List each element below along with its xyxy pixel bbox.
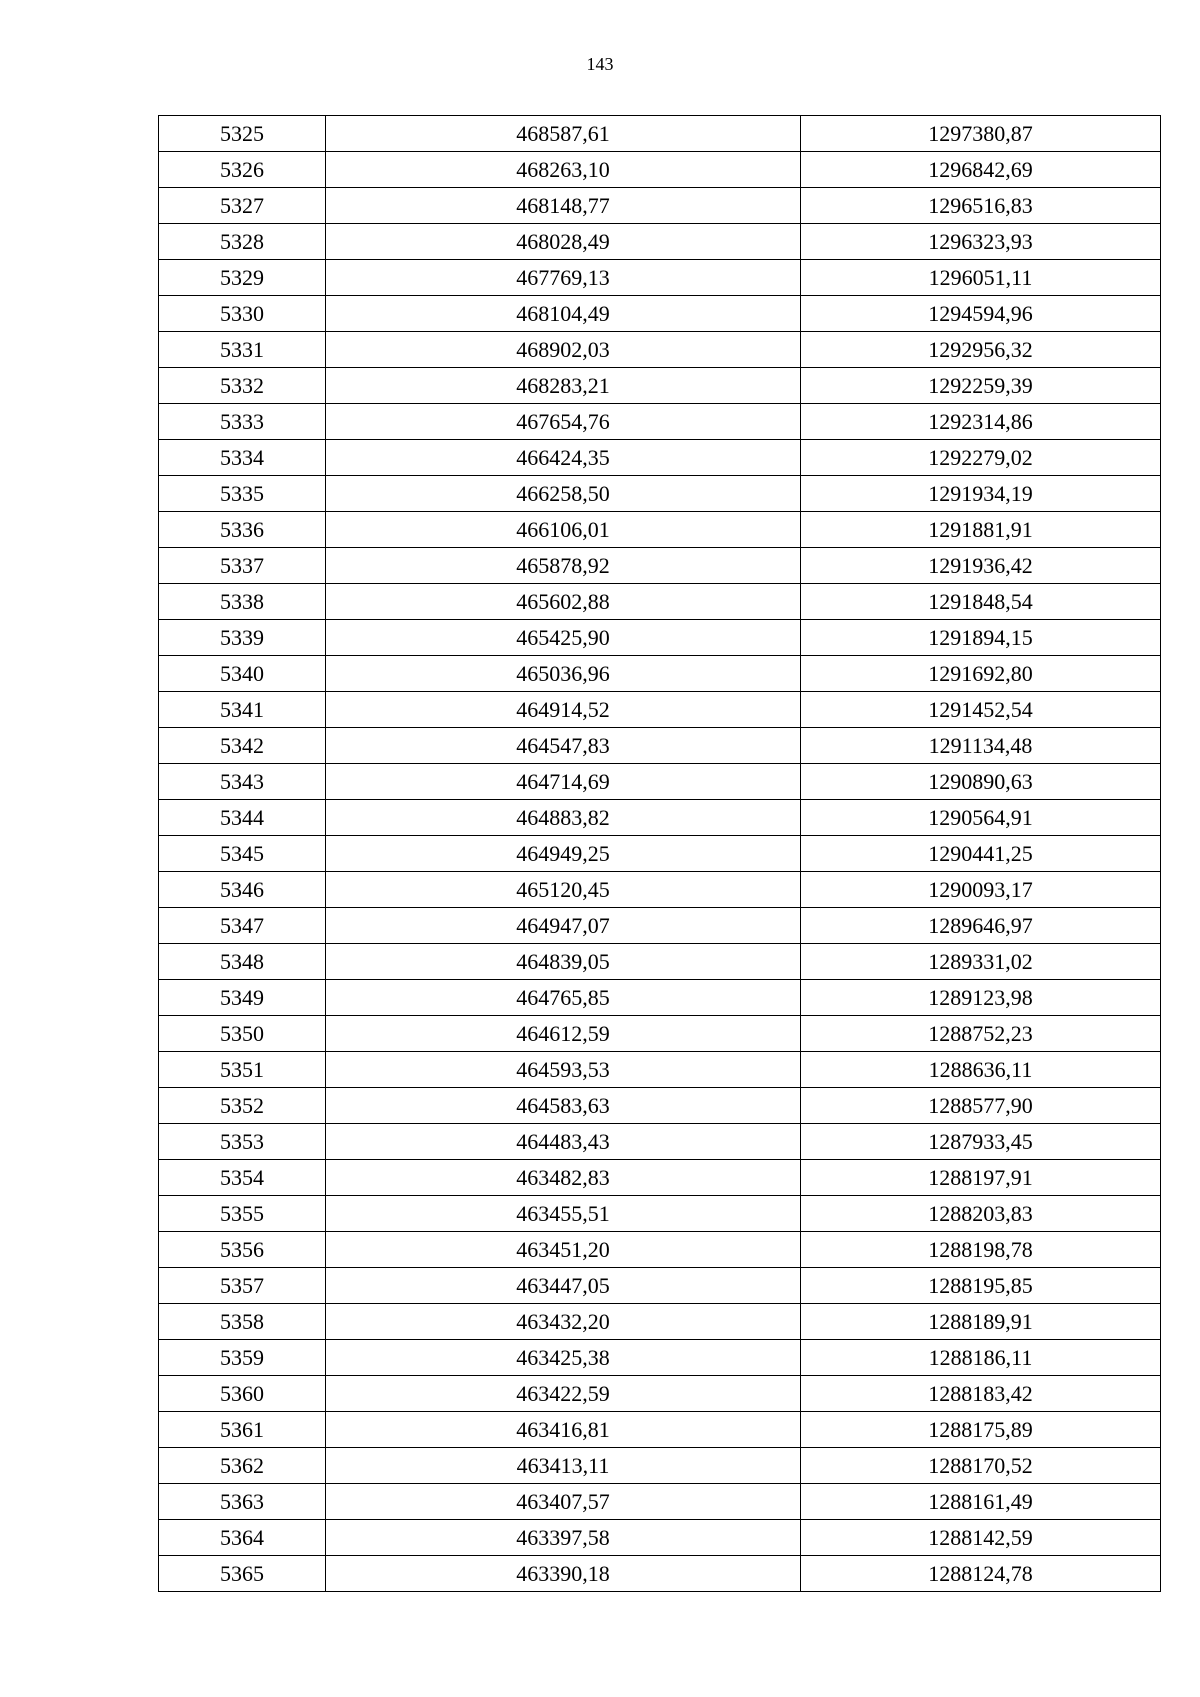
y-coordinate-cell: 1288170,52 [801, 1448, 1161, 1484]
point-number-cell: 5365 [159, 1556, 326, 1592]
x-coordinate-cell: 463451,20 [326, 1232, 801, 1268]
x-coordinate-cell: 467769,13 [326, 260, 801, 296]
table-row [159, 1520, 1161, 1556]
y-coordinate-cell: 1290093,17 [801, 872, 1161, 908]
y-coordinate-cell: 1296516,83 [801, 188, 1161, 224]
x-coordinate-cell: 464593,53 [326, 1052, 801, 1088]
x-coordinate-cell: 463397,58 [326, 1520, 801, 1556]
x-coordinate-cell: 465425,90 [326, 620, 801, 656]
y-coordinate-cell: 1288195,85 [801, 1268, 1161, 1304]
y-coordinate-cell: 1288142,59 [801, 1520, 1161, 1556]
table-row [159, 1448, 1161, 1484]
point-number-cell: 5327 [159, 188, 326, 224]
point-number-cell: 5362 [159, 1448, 326, 1484]
table-row [159, 656, 1161, 692]
point-number-cell: 5330 [159, 296, 326, 332]
x-coordinate-cell: 463455,51 [326, 1196, 801, 1232]
point-number-cell: 5341 [159, 692, 326, 728]
x-coordinate-cell: 468263,10 [326, 152, 801, 188]
point-number-cell: 5347 [159, 908, 326, 944]
point-number-cell: 5340 [159, 656, 326, 692]
y-coordinate-cell: 1292956,32 [801, 332, 1161, 368]
table-row [159, 368, 1161, 404]
table-row [159, 440, 1161, 476]
x-coordinate-cell: 464839,05 [326, 944, 801, 980]
y-coordinate-cell: 1296323,93 [801, 224, 1161, 260]
y-coordinate-cell: 1287933,45 [801, 1124, 1161, 1160]
x-coordinate-cell: 464714,69 [326, 764, 801, 800]
point-number-cell: 5325 [159, 116, 326, 152]
table-row [159, 476, 1161, 512]
table-row [159, 800, 1161, 836]
point-number-cell: 5355 [159, 1196, 326, 1232]
x-coordinate-cell: 465036,96 [326, 656, 801, 692]
table-row [159, 1232, 1161, 1268]
y-coordinate-cell: 1291934,19 [801, 476, 1161, 512]
point-number-cell: 5331 [159, 332, 326, 368]
table-row [159, 692, 1161, 728]
table-row [159, 1124, 1161, 1160]
x-coordinate-cell: 463416,81 [326, 1412, 801, 1448]
y-coordinate-cell: 1291692,80 [801, 656, 1161, 692]
table-row [159, 908, 1161, 944]
x-coordinate-cell: 468587,61 [326, 116, 801, 152]
table-row [159, 1376, 1161, 1412]
table-row [159, 728, 1161, 764]
table-row [159, 836, 1161, 872]
x-coordinate-cell: 464765,85 [326, 980, 801, 1016]
point-number-cell: 5338 [159, 584, 326, 620]
y-coordinate-cell: 1291134,48 [801, 728, 1161, 764]
point-number-cell: 5359 [159, 1340, 326, 1376]
point-number-cell: 5335 [159, 476, 326, 512]
y-coordinate-cell: 1288577,90 [801, 1088, 1161, 1124]
table-row [159, 332, 1161, 368]
y-coordinate-cell: 1291452,54 [801, 692, 1161, 728]
point-number-cell: 5351 [159, 1052, 326, 1088]
table-row [159, 1556, 1161, 1592]
table-row [159, 1016, 1161, 1052]
point-number-cell: 5354 [159, 1160, 326, 1196]
x-coordinate-cell: 464547,83 [326, 728, 801, 764]
y-coordinate-cell: 1289331,02 [801, 944, 1161, 980]
point-number-cell: 5339 [159, 620, 326, 656]
y-coordinate-cell: 1294594,96 [801, 296, 1161, 332]
table-row [159, 620, 1161, 656]
x-coordinate-cell: 465120,45 [326, 872, 801, 908]
x-coordinate-cell: 463482,83 [326, 1160, 801, 1196]
y-coordinate-cell: 1290564,91 [801, 800, 1161, 836]
table-row [159, 224, 1161, 260]
table-row [159, 116, 1161, 152]
page-number: 143 [586, 54, 614, 74]
point-number-cell: 5342 [159, 728, 326, 764]
table-row [159, 1484, 1161, 1520]
point-number-cell: 5363 [159, 1484, 326, 1520]
x-coordinate-cell: 464883,82 [326, 800, 801, 836]
table-row [159, 188, 1161, 224]
x-coordinate-cell: 464947,07 [326, 908, 801, 944]
table-row [159, 1268, 1161, 1304]
point-number-cell: 5357 [159, 1268, 326, 1304]
point-number-cell: 5358 [159, 1304, 326, 1340]
point-number-cell: 5360 [159, 1376, 326, 1412]
table-row [159, 944, 1161, 980]
x-coordinate-cell: 464483,43 [326, 1124, 801, 1160]
table-row [159, 512, 1161, 548]
y-coordinate-cell: 1288203,83 [801, 1196, 1161, 1232]
y-coordinate-cell: 1291881,91 [801, 512, 1161, 548]
point-number-cell: 5350 [159, 1016, 326, 1052]
x-coordinate-cell: 463447,05 [326, 1268, 801, 1304]
y-coordinate-cell: 1288183,42 [801, 1376, 1161, 1412]
x-coordinate-cell: 468902,03 [326, 332, 801, 368]
point-number-cell: 5346 [159, 872, 326, 908]
x-coordinate-cell: 468028,49 [326, 224, 801, 260]
y-coordinate-cell: 1288198,78 [801, 1232, 1161, 1268]
y-coordinate-cell: 1288124,78 [801, 1556, 1161, 1592]
x-coordinate-cell: 465878,92 [326, 548, 801, 584]
y-coordinate-cell: 1292259,39 [801, 368, 1161, 404]
point-number-cell: 5352 [159, 1088, 326, 1124]
y-coordinate-cell: 1291936,42 [801, 548, 1161, 584]
point-number-cell: 5361 [159, 1412, 326, 1448]
x-coordinate-cell: 464612,59 [326, 1016, 801, 1052]
x-coordinate-cell: 463407,57 [326, 1484, 801, 1520]
point-number-cell: 5353 [159, 1124, 326, 1160]
y-coordinate-cell: 1289123,98 [801, 980, 1161, 1016]
x-coordinate-cell: 468104,49 [326, 296, 801, 332]
table-row [159, 980, 1161, 1016]
table-row [159, 1052, 1161, 1088]
point-number-cell: 5356 [159, 1232, 326, 1268]
table-row [159, 296, 1161, 332]
y-coordinate-cell: 1288161,49 [801, 1484, 1161, 1520]
x-coordinate-cell: 468283,21 [326, 368, 801, 404]
x-coordinate-cell: 466106,01 [326, 512, 801, 548]
x-coordinate-cell: 464949,25 [326, 836, 801, 872]
point-number-cell: 5328 [159, 224, 326, 260]
table-row [159, 1304, 1161, 1340]
table-row [159, 584, 1161, 620]
x-coordinate-cell: 464583,63 [326, 1088, 801, 1124]
point-number-cell: 5343 [159, 764, 326, 800]
point-number-cell: 5337 [159, 548, 326, 584]
point-number-cell: 5326 [159, 152, 326, 188]
x-coordinate-cell: 468148,77 [326, 188, 801, 224]
y-coordinate-cell: 1296051,11 [801, 260, 1161, 296]
table-row [159, 764, 1161, 800]
y-coordinate-cell: 1292314,86 [801, 404, 1161, 440]
table-row [159, 1412, 1161, 1448]
x-coordinate-cell: 463432,20 [326, 1304, 801, 1340]
y-coordinate-cell: 1289646,97 [801, 908, 1161, 944]
point-number-cell: 5344 [159, 800, 326, 836]
y-coordinate-cell: 1291848,54 [801, 584, 1161, 620]
point-number-cell: 5349 [159, 980, 326, 1016]
coordinates-table-body [159, 116, 1161, 1592]
table-row [159, 260, 1161, 296]
y-coordinate-cell: 1288636,11 [801, 1052, 1161, 1088]
y-coordinate-cell: 1288186,11 [801, 1340, 1161, 1376]
point-number-cell: 5329 [159, 260, 326, 296]
table-row [159, 872, 1161, 908]
table-row [159, 1340, 1161, 1376]
x-coordinate-cell: 463425,38 [326, 1340, 801, 1376]
table-row [159, 404, 1161, 440]
y-coordinate-cell: 1290441,25 [801, 836, 1161, 872]
y-coordinate-cell: 1297380,87 [801, 116, 1161, 152]
x-coordinate-cell: 467654,76 [326, 404, 801, 440]
y-coordinate-cell: 1290890,63 [801, 764, 1161, 800]
y-coordinate-cell: 1288189,91 [801, 1304, 1161, 1340]
y-coordinate-cell: 1296842,69 [801, 152, 1161, 188]
table-row [159, 152, 1161, 188]
x-coordinate-cell: 466258,50 [326, 476, 801, 512]
point-number-cell: 5334 [159, 440, 326, 476]
table-row [159, 1160, 1161, 1196]
point-number-cell: 5333 [159, 404, 326, 440]
x-coordinate-cell: 464914,52 [326, 692, 801, 728]
point-number-cell: 5332 [159, 368, 326, 404]
table-row [159, 548, 1161, 584]
coordinates-table [158, 115, 1161, 1592]
x-coordinate-cell: 463422,59 [326, 1376, 801, 1412]
y-coordinate-cell: 1288175,89 [801, 1412, 1161, 1448]
y-coordinate-cell: 1288752,23 [801, 1016, 1161, 1052]
y-coordinate-cell: 1292279,02 [801, 440, 1161, 476]
y-coordinate-cell: 1291894,15 [801, 620, 1161, 656]
x-coordinate-cell: 463413,11 [326, 1448, 801, 1484]
x-coordinate-cell: 463390,18 [326, 1556, 801, 1592]
x-coordinate-cell: 466424,35 [326, 440, 801, 476]
y-coordinate-cell: 1288197,91 [801, 1160, 1161, 1196]
point-number-cell: 5336 [159, 512, 326, 548]
point-number-cell: 5345 [159, 836, 326, 872]
table-row [159, 1196, 1161, 1232]
point-number-cell: 5348 [159, 944, 326, 980]
x-coordinate-cell: 465602,88 [326, 584, 801, 620]
table-row [159, 1088, 1161, 1124]
point-number-cell: 5364 [159, 1520, 326, 1556]
